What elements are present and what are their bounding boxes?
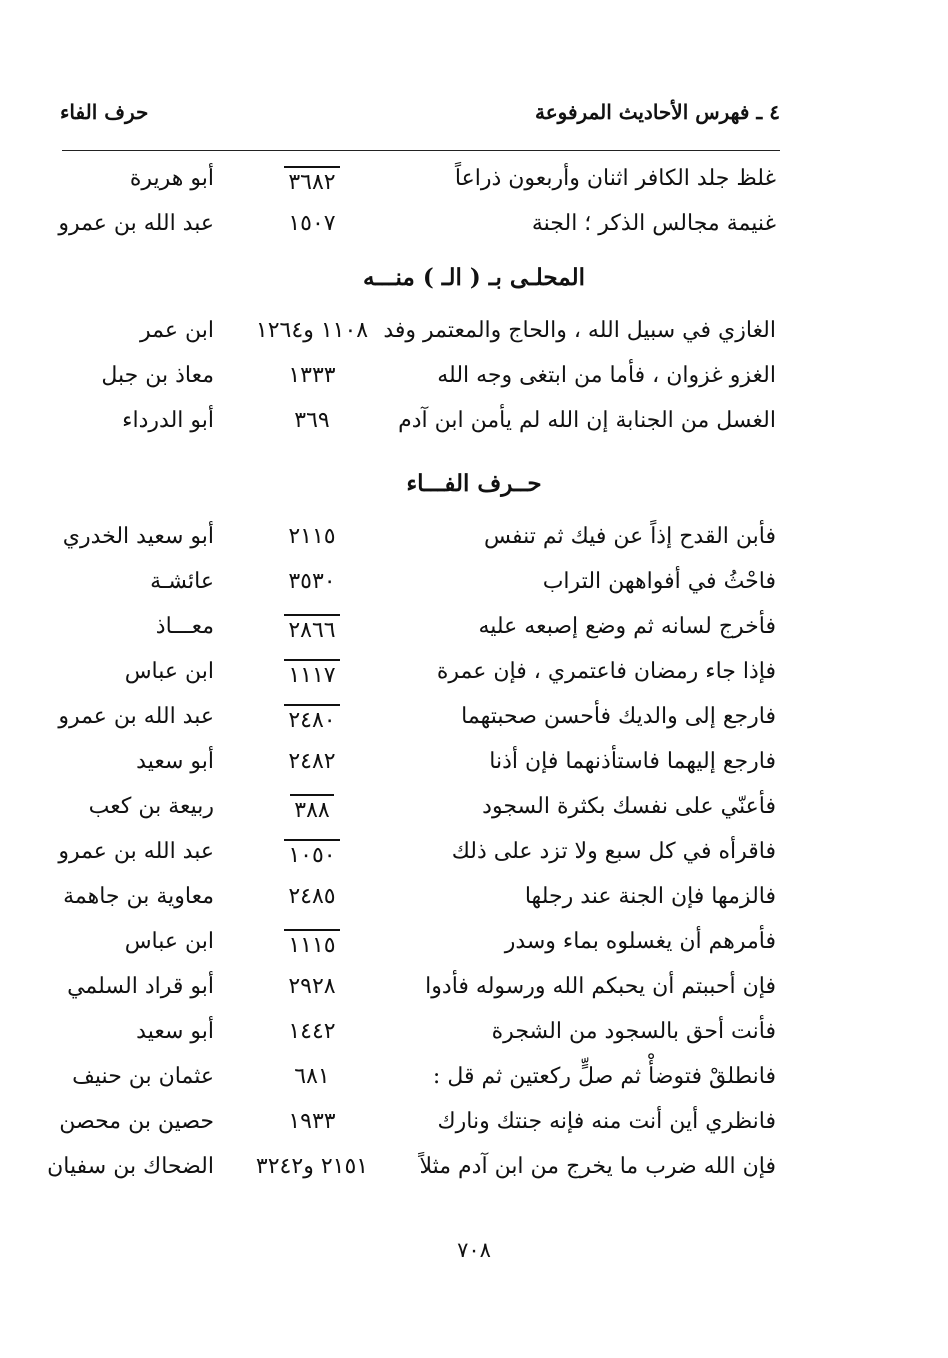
section-heading-fa: حــرف الفـــاء bbox=[406, 470, 542, 497]
hadith-text: غلظ جلد الكافر اثنان وأربعون ذراعاً bbox=[454, 166, 776, 191]
hadith-number: ٣٦٨٢ bbox=[284, 166, 339, 198]
hadith-text: غنيمة مجالس الذكر ؛ الجنة bbox=[531, 211, 776, 236]
hadith-text: الغزو غزوان ، فأما من ابتغى وجه الله bbox=[437, 363, 776, 388]
hadith-number-cell bbox=[248, 408, 376, 433]
hadith-entry bbox=[0, 614, 948, 654]
hadith-narrator: أبو هريرة bbox=[129, 166, 214, 191]
hadith-text: الغازي في سبيل الله ، والحاج والمعتمر وفد bbox=[383, 318, 776, 343]
hadith-number-cell bbox=[248, 1154, 376, 1179]
section-heading-al: المحلـى بـ ( الـ ) منـــه bbox=[363, 264, 585, 291]
hadith-narrator: أبو سعيد bbox=[136, 1019, 214, 1044]
hadith-number-cell bbox=[248, 318, 376, 343]
hadith-number: ١١١٥ bbox=[284, 929, 339, 961]
hadith-number: ٢٤٨٥ bbox=[288, 884, 336, 909]
hadith-text: الغسل من الجنابة إن الله لم يأمن ابن آدم bbox=[398, 408, 776, 433]
hadith-entry bbox=[0, 1109, 948, 1149]
hadith-number-cell bbox=[248, 839, 376, 871]
hadith-narrator: معـــاذ bbox=[155, 614, 214, 639]
hadith-text: فأخرج لسانه ثم وضع إصبعه عليه bbox=[478, 614, 776, 639]
hadith-number: ١٣٣٣ bbox=[288, 363, 336, 388]
hadith-entry bbox=[0, 408, 948, 448]
hadith-text: فأبن القدح إذاً عن فيك ثم تنفس bbox=[483, 524, 776, 549]
hadith-text: فأعنّي على نفسك بكثرة السجود bbox=[482, 794, 776, 819]
hadith-number: ١٥٠٧ bbox=[288, 211, 336, 236]
hadith-narrator: أبو سعيد bbox=[136, 749, 214, 774]
hadith-entry bbox=[0, 569, 948, 609]
hadith-number-cell bbox=[248, 166, 376, 198]
hadith-number-cell bbox=[248, 659, 376, 691]
hadith-number: ٣٨٨ bbox=[290, 794, 333, 826]
hadith-entry bbox=[0, 318, 948, 358]
hadith-narrator: ابن عباس bbox=[124, 929, 214, 954]
hadith-entry bbox=[0, 794, 948, 834]
hadith-text: فاحْثُ في أفواههن التراب bbox=[542, 569, 776, 594]
hadith-number: ٣٥٣٠ bbox=[288, 569, 336, 594]
hadith-number-cell bbox=[248, 794, 376, 826]
hadith-entry bbox=[0, 929, 948, 969]
hadith-number-cell bbox=[248, 974, 376, 999]
hadith-number: ٢٨٦٦ bbox=[284, 614, 339, 646]
page-number: ٧٠٨ bbox=[457, 1238, 491, 1262]
hadith-narrator: الضحاك بن سفيان bbox=[47, 1154, 214, 1179]
hadith-entry bbox=[0, 1019, 948, 1059]
page-header bbox=[60, 100, 780, 134]
hadith-number-cell bbox=[248, 569, 376, 594]
hadith-number-cell bbox=[248, 1064, 376, 1089]
hadith-text: فالزمها فإن الجنة عند رجلها bbox=[524, 884, 776, 909]
hadith-narrator: أبو قراد السلمي bbox=[67, 974, 214, 999]
hadith-entry bbox=[0, 166, 948, 206]
hadith-narrator: عثمان بن حنيف bbox=[72, 1064, 214, 1089]
hadith-narrator: ابن عمر bbox=[140, 318, 214, 343]
hadith-number-cell bbox=[248, 1109, 376, 1134]
hadith-narrator: معاذ بن جبل bbox=[101, 363, 214, 388]
hadith-narrator: عائشـة bbox=[150, 569, 214, 594]
hadith-entry bbox=[0, 1154, 948, 1194]
hadith-text: فارجع إليهما فاستأذنهما فإن أذنا bbox=[489, 749, 776, 774]
header-divider bbox=[62, 150, 780, 151]
hadith-narrator: ابن عباس bbox=[124, 659, 214, 684]
hadith-number: ٢٩٢٨ bbox=[288, 974, 336, 999]
hadith-narrator: عبد الله بن عمرو bbox=[58, 839, 214, 864]
hadith-number: ١٠٥٠ bbox=[284, 839, 339, 871]
hadith-entry bbox=[0, 1064, 948, 1104]
hadith-text: فارجع إلى والديك فأحسن صحبتهما bbox=[461, 704, 776, 729]
header-chapter-title: ٤ ـ فهرس الأحاديث المرفوعة bbox=[534, 100, 780, 124]
hadith-number-cell bbox=[248, 884, 376, 909]
hadith-text: فانظري أين أنت منه فإنه جنتك ونارك bbox=[437, 1109, 776, 1134]
hadith-text: فاقرأه في كل سبع ولا تزد على ذلك bbox=[451, 839, 776, 864]
hadith-entry bbox=[0, 974, 948, 1014]
hadith-number: ٢٤٨٠ bbox=[284, 704, 339, 736]
hadith-entry bbox=[0, 749, 948, 789]
hadith-number: ١١١٧ bbox=[284, 659, 339, 691]
hadith-text: فأمرهم أن يغسلوه بماء وسدر bbox=[504, 929, 776, 954]
hadith-entry bbox=[0, 704, 948, 744]
hadith-text: فإن أحببتم أن يحبكم الله ورسوله فأدوا bbox=[425, 974, 776, 999]
hadith-narrator: عبد الله بن عمرو bbox=[58, 211, 214, 236]
hadith-text: فانطلقْ فتوضأْ ثم صلٍّ ركعتين ثم قل : bbox=[432, 1064, 776, 1089]
hadith-number-cell bbox=[248, 211, 376, 236]
hadith-number: ١٤٤٢ bbox=[288, 1019, 336, 1044]
hadith-narrator: ربيعة بن كعب bbox=[88, 794, 214, 819]
hadith-number-cell bbox=[248, 1019, 376, 1044]
hadith-number-cell bbox=[248, 524, 376, 549]
hadith-entry bbox=[0, 884, 948, 924]
hadith-entry bbox=[0, 524, 948, 564]
hadith-entry bbox=[0, 839, 948, 879]
hadith-number: ٣٦٩ bbox=[294, 408, 330, 433]
hadith-number-cell bbox=[248, 363, 376, 388]
hadith-narrator: أبو الدرداء bbox=[122, 408, 214, 433]
hadith-number: ٢١١٥ bbox=[288, 524, 336, 549]
hadith-text: فإذا جاء رمضان فاعتمري ، فإن عمرة bbox=[436, 659, 776, 684]
hadith-number-cell bbox=[248, 749, 376, 774]
hadith-number: ٢١٥١ و٣٢٤٢ bbox=[255, 1154, 369, 1179]
hadith-narrator: أبو سعيد الخدري bbox=[62, 524, 214, 549]
hadith-entry bbox=[0, 659, 948, 699]
hadith-number: ١١٠٨ و١٢٦٤ bbox=[255, 318, 369, 343]
hadith-text: فأنت أحق بالسجود من الشجرة bbox=[491, 1019, 776, 1044]
hadith-narrator: معاوية بن جاهمة bbox=[63, 884, 214, 909]
hadith-number-cell bbox=[248, 614, 376, 646]
hadith-entry bbox=[0, 363, 948, 403]
header-section-title: حرف الفاء bbox=[60, 100, 149, 124]
hadith-entry bbox=[0, 211, 948, 251]
hadith-number-cell bbox=[248, 704, 376, 736]
hadith-number: ١٩٣٣ bbox=[288, 1109, 336, 1134]
hadith-narrator: عبد الله بن عمرو bbox=[58, 704, 214, 729]
hadith-text: فإن الله ضرب ما يخرج من ابن آدم مثلاً bbox=[419, 1154, 776, 1179]
hadith-number: ٢٤٨٢ bbox=[288, 749, 336, 774]
hadith-number-cell bbox=[248, 929, 376, 961]
hadith-narrator: حصين بن محصن bbox=[59, 1109, 214, 1134]
hadith-number: ٦٨١ bbox=[294, 1064, 330, 1089]
